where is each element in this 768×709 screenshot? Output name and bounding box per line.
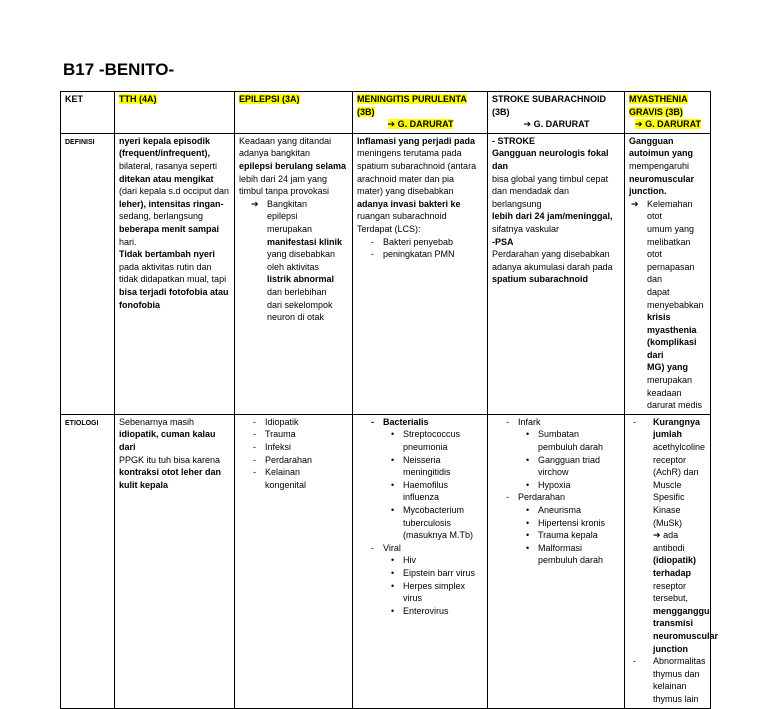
list-item: • Hipertensi kronis (526, 517, 606, 528)
list-item: • Malformasi pembuluh darah (526, 542, 604, 566)
list-item: • Streptococcus pneumonia (391, 429, 461, 453)
definisi-mg: Gangguan autoimun yang mempengaruhi neuromuscular junction. ➔ Kelemahan otot umum yang melibatkan otot pernapasan dan dapat menyebabkan krisis myasthenia (komplikasi dari MG) yang merupakan keadaan darurat medis (625, 133, 711, 414)
row-label-etiologi: ETIOLOGI (61, 414, 115, 708)
row-label-definisi: DEFINISI (61, 133, 115, 414)
list-item: • Trauma kepala (526, 530, 598, 541)
list-item: • Enterovirus (391, 605, 449, 616)
definisi-tth: nyeri kepala episodik (frequent/infrequent), bilateral, rasanya seperti ditekan atau mengikat (dari kepala s.d occiput dan leher), intensitas ringan- sedang, berlangsung beberapa menit sampai hari. Tidak bertambah nyeri pada aktivitas rutin dan tidak didapatkan mual, tapi bisa terjadi fotofobia atau fonofobia (115, 133, 235, 414)
header-mg: MYASTHENIA GRAVIS (3B) ➔ G. DARURAT (625, 92, 711, 134)
header-row (61, 92, 711, 134)
list-item: • Hiv (391, 555, 416, 566)
list-item: • Eipstein barr virus (391, 567, 476, 578)
list-item: • Aneurisma (526, 505, 582, 515)
list-item: • Sumbatan pembuluh darah (526, 429, 604, 453)
header-stroke: STROKE SUBARACHNOID (3B) ➔ G. DARURAT (488, 92, 625, 134)
comparison-table (60, 91, 719, 709)
etiologi-stroke: - Infark • Sumbatan pembuluh darah • Gangguan triad virchow • Hypoxia - Perdarahan • Aneurisma • Hipertensi kronis • Trauma kepala • Malformasi pembuluh darah (488, 414, 625, 708)
list-item: • Haemofilus influenza (391, 479, 449, 503)
definisi-meningitis: Inflamasi yang perjadi pada meningens terutama pada spatium subarachnoid (antara arachnoid mater dan pia mater) yang disebabkan adanya invasi bakteri ke ruangan subarachnoid Terdapat (LCS): - Bakteri penyebab - peningkatan PMN (353, 133, 488, 414)
header-tth: TTH (4A) (115, 92, 235, 134)
definisi-epilepsi: Keadaan yang ditandai adanya bangkitan epilepsi berulang selama lebih dari 24 jam yang timbul tanpa provokasi ➔ Bangkitan epilepsi merupakan manifestasi klinik yang disebabkan oleh aktivitas listrik abnormal dan berlebihan dari sekelompok neuron di otak (235, 133, 353, 414)
etiologi-meningitis: - Bacterialis • Streptococcus pneumonia • Neisseria meningitidis • Haemofilus influenza • Mycobacterium tuberculosis (masuknya M.Tb) - Viral • Hiv • Eipstein barr virus • Herpes simplex virus • Enterovirus (353, 414, 488, 708)
list-item: • Hypoxia (526, 479, 571, 490)
header-epilepsi: EPILEPSI (3A) (235, 92, 353, 134)
arrow-right-icon: ➔ (631, 198, 639, 209)
etiologi-tth: Sebenarnya masih idiopatik, cuman kalau dari PPGK itu tuh bisa karena kontraksi otot leher dan kulit kepala (115, 414, 235, 708)
page-title: B17 -BENITO- (63, 60, 175, 79)
etiologi-mg: - Kurangnya jumlah acethylcoline receptor (AchR) dan Muscle Spesific Kinase (MuSk) ➔ ada antibodi (idiopatik) terhadap reseptor tersebut, mengganggu transmisi neuromuscular junction - Abnormalitas thymus dan kelainan thymus lain (625, 414, 711, 708)
etiologi-epilepsi: - Idiopatik - Trauma - Infeksi - Perdarahan - Kelainan kongenital (235, 414, 353, 708)
arrow-right-icon: ➔ (523, 119, 532, 130)
header-meningitis: MENINGITIS PURULENTA (3B) ➔ G. DARURAT (353, 92, 488, 134)
arrow-right-icon: ➔ (251, 198, 259, 209)
list-item: • Herpes simplex virus (391, 580, 466, 604)
etiologi-row (61, 414, 711, 708)
arrow-right-icon: ➔ (635, 119, 643, 130)
list-item: • Neisseria meningitidis (391, 454, 451, 478)
arrow-right-icon: ➔ (387, 119, 396, 130)
header-ket: KET (61, 92, 115, 134)
list-item: • Gangguan triad virchow (526, 454, 601, 478)
definisi-row (61, 133, 711, 414)
definisi-stroke: - STROKE Gangguan neurologis fokal dan bisa global yang timbul cepat dan mendadak dan berlangsung lebih dari 24 jam/meninggal, sifatnya vaskular -PSA Perdarahan yang disebabkan adanya akumulasi darah pada spatium subarachnoid (488, 133, 625, 414)
arrow-right-icon: ➔ (653, 530, 661, 541)
list-item: • Mycobacterium tuberculosis (masuknya M.Tb) (391, 505, 474, 541)
